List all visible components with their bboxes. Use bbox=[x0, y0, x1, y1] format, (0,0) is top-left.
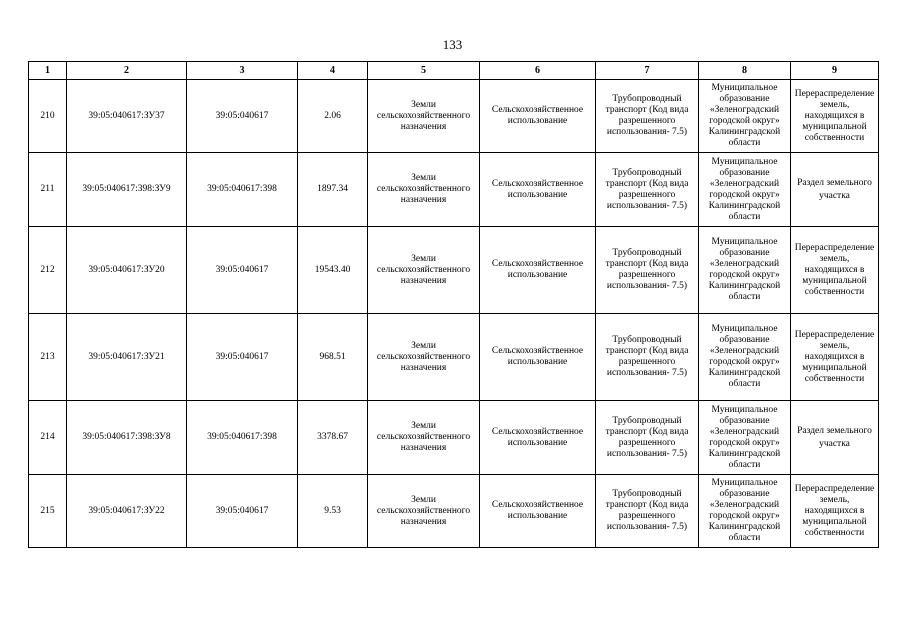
table-row bbox=[29, 80, 879, 153]
permitted-use: Трубопроводный транспорт (Код вида разрешенного использования- 7.5) bbox=[596, 314, 699, 401]
land-category: Земли сельскохозяйственного назначения bbox=[368, 314, 480, 401]
cadastral-number: 39:05:040617:ЗУ21 bbox=[67, 314, 187, 401]
owner: Муниципальное образование «Зеленоградский городской округ» Калининградской области bbox=[699, 153, 791, 227]
formation-method: Раздел земельного участка bbox=[791, 153, 879, 227]
formation-method: Раздел земельного участка bbox=[791, 401, 879, 475]
cadastral-number: 39:05:040617:ЗУ22 bbox=[67, 475, 187, 548]
current-use: Сельскохозяйственное использование bbox=[480, 401, 596, 475]
table-row bbox=[29, 475, 879, 548]
column-header: 7 bbox=[596, 62, 699, 80]
cadastral-number: 39:05:040617:ЗУ20 bbox=[67, 227, 187, 314]
current-use: Сельскохозяйственное использование bbox=[480, 80, 596, 153]
column-header: 8 bbox=[699, 62, 791, 80]
owner: Муниципальное образование «Зеленоградский городской округ» Калининградской области bbox=[699, 80, 791, 153]
cadastral-quarter: 39:05:040617 bbox=[187, 314, 298, 401]
row-number: 213 bbox=[29, 314, 67, 401]
formation-method: Перераспределение земель, находящихся в муниципальной собственности bbox=[791, 314, 879, 401]
cadastral-quarter: 39:05:040617:398 bbox=[187, 401, 298, 475]
land-category: Земли сельскохозяйственного назначения bbox=[368, 401, 480, 475]
land-category: Земли сельскохозяйственного назначения bbox=[368, 153, 480, 227]
cadastral-quarter: 39:05:040617:398 bbox=[187, 153, 298, 227]
formation-method: Перераспределение земель, находящихся в муниципальной собственности bbox=[791, 475, 879, 548]
formation-method: Перераспределение земель, находящихся в муниципальной собственности bbox=[791, 80, 879, 153]
column-header: 1 bbox=[29, 62, 67, 80]
owner: Муниципальное образование «Зеленоградский городской округ» Калининградской области bbox=[699, 475, 791, 548]
cadastral-number: 39:05:040617:398:ЗУ8 bbox=[67, 401, 187, 475]
permitted-use: Трубопроводный транспорт (Код вида разрешенного использования- 7.5) bbox=[596, 80, 699, 153]
cadastral-number: 39:05:040617:ЗУ37 bbox=[67, 80, 187, 153]
row-number: 210 bbox=[29, 80, 67, 153]
land-plot-table bbox=[28, 61, 879, 548]
current-use: Сельскохозяйственное использование bbox=[480, 227, 596, 314]
column-header: 4 bbox=[298, 62, 368, 80]
permitted-use: Трубопроводный транспорт (Код вида разрешенного использования- 7.5) bbox=[596, 475, 699, 548]
permitted-use: Трубопроводный транспорт (Код вида разрешенного использования- 7.5) bbox=[596, 401, 699, 475]
owner: Муниципальное образование «Зеленоградский городской округ» Калининградской области bbox=[699, 401, 791, 475]
header-row bbox=[29, 62, 879, 80]
page-number: 133 bbox=[442, 37, 463, 52]
owner: Муниципальное образование «Зеленоградский городской округ» Калининградской области bbox=[699, 314, 791, 401]
cadastral-number: 39:05:040617:398:ЗУ9 bbox=[67, 153, 187, 227]
table-row bbox=[29, 314, 879, 401]
table-row bbox=[29, 401, 879, 475]
cadastral-quarter: 39:05:040617 bbox=[187, 80, 298, 153]
column-header: 5 bbox=[368, 62, 480, 80]
plot-area: 968.51 bbox=[298, 314, 368, 401]
row-number: 211 bbox=[29, 153, 67, 227]
plot-area: 19543.40 bbox=[298, 227, 368, 314]
land-category: Земли сельскохозяйственного назначения bbox=[368, 475, 480, 548]
plot-area: 1897.34 bbox=[298, 153, 368, 227]
permitted-use: Трубопроводный транспорт (Код вида разрешенного использования- 7.5) bbox=[596, 153, 699, 227]
row-number: 214 bbox=[29, 401, 67, 475]
row-number: 212 bbox=[29, 227, 67, 314]
cadastral-quarter: 39:05:040617 bbox=[187, 475, 298, 548]
plot-area: 3378.67 bbox=[298, 401, 368, 475]
column-header: 9 bbox=[791, 62, 879, 80]
row-number: 215 bbox=[29, 475, 67, 548]
permitted-use: Трубопроводный транспорт (Код вида разрешенного использования- 7.5) bbox=[596, 227, 699, 314]
current-use: Сельскохозяйственное использование bbox=[480, 314, 596, 401]
cadastral-quarter: 39:05:040617 bbox=[187, 227, 298, 314]
table-row bbox=[29, 227, 879, 314]
current-use: Сельскохозяйственное использование bbox=[480, 153, 596, 227]
table-row bbox=[29, 153, 879, 227]
land-category: Земли сельскохозяйственного назначения bbox=[368, 227, 480, 314]
owner: Муниципальное образование «Зеленоградский городской округ» Калининградской области bbox=[699, 227, 791, 314]
column-header: 3 bbox=[187, 62, 298, 80]
plot-area: 2.06 bbox=[298, 80, 368, 153]
plot-area: 9.53 bbox=[298, 475, 368, 548]
land-category: Земли сельскохозяйственного назначения bbox=[368, 80, 480, 153]
column-header: 2 bbox=[67, 62, 187, 80]
current-use: Сельскохозяйственное использование bbox=[480, 475, 596, 548]
column-header: 6 bbox=[480, 62, 596, 80]
formation-method: Перераспределение земель, находящихся в муниципальной собственности bbox=[791, 227, 879, 314]
